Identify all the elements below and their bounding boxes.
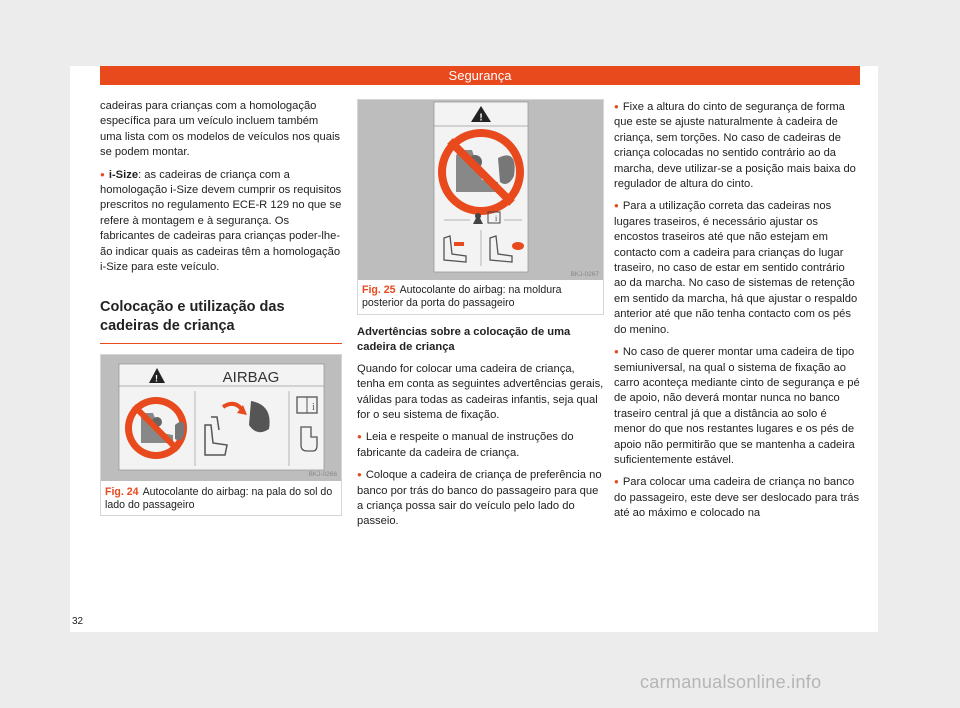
airbag-sticker-image — [101, 355, 341, 481]
paragraph: Quando for colocar uma cadeira de criança, tenha em conta as seguintes advertências gerais, válidas para todas as cadeiras infantis, seja qual for o seu sistema de fixação. — [357, 362, 604, 422]
page-header: Segurança — [100, 66, 860, 85]
middle-column — [357, 325, 605, 536]
list-item: ● Fixe a altura do cinto de segurança de forma que este se ajuste naturalmente à cadeira de criança, sem torções. No caso de cadeiras de criança colocadas no sentido contrário ao da marcha, deve utilizar-se a posição mais baixa do regulador de altura do cinto. — [614, 99, 860, 192]
list-item: ● Para a utilização correta das cadeiras nos lugares traseiros, é necessário ajustar os encostos traseiros até que não estejam em contacto com a cadeira para crianças do lugar traseiro, no caso de estar em sentido contrário ao da marcha. No caso de sistemas de retenção em sentido da marcha, há que ajustar o respaldo anterior até que não tenha contacto com os pés do menino. — [614, 198, 860, 338]
caption-text: Autocolante do airbag: na pala do sol do lado do passageiro — [105, 486, 333, 511]
figure-24 — [100, 354, 342, 516]
airbag-label: AIRBAG — [222, 369, 280, 386]
caption-text: Autocolante do airbag: na moldura posterior da porta do passageiro — [362, 284, 562, 309]
svg-text:!: ! — [479, 112, 483, 124]
isize-text: : as cadeiras de criança com a homologação i-Size devem cumprir os requisitos prescritos no regulamento ECE-R 129 no que se refere à montagem e à segurança. Os fabricantes de cadeiras para crianças poder-lhe-ão indicar quais as cadeiras têm a homologação i-Size para este veículo. — [100, 168, 342, 274]
list-item: ● Coloque a cadeira de criança de preferência no banco por trás do banco do passageiro para que a criança possa sair do veículo pelo lado do passeio. — [357, 467, 605, 530]
figure-number: Fig. 24 — [105, 486, 139, 498]
list-item: ● Para colocar uma cadeira de criança no banco do passageiro, este deve ser deslocado para trás até ao máximo e colocado na — [614, 474, 860, 521]
svg-text:!: ! — [155, 373, 158, 384]
airbag-door-sticker-image — [358, 100, 603, 280]
right-column — [614, 99, 860, 528]
isize-bullet — [100, 167, 343, 276]
page-number: 32 — [72, 616, 84, 627]
list-item: ● No caso de querer montar uma cadeira de tipo semiuniversal, na qual o sistema de fixação ao carro aconteça mediante cinto de segurança e pé de apoio, não deverá montar nunca no banco traseiro central já que a distância ao solo é menor do que nos restantes lugares e os pés de apoio não permitirão que se mantenha a cadeira suficientemente estável. — [614, 344, 860, 468]
figure-number: Fig. 25 — [362, 284, 396, 296]
watermark: carmanualsonline.info — [640, 672, 822, 692]
svg-text:i: i — [312, 402, 315, 413]
left-column — [100, 99, 343, 281]
paragraph: cadeiras para crianças com a homologação específica para um veículo incluem também uma lista com os modelos de veículos nos quais se podem montar. — [100, 100, 341, 159]
figure-caption — [105, 486, 335, 512]
list-item: ● Leia e respeite o manual de instruções do fabricante da cadeira de criança. — [357, 429, 605, 461]
no-child-seat-icon — [438, 129, 524, 215]
figure-code: BKJ-0266 — [308, 471, 337, 478]
figure-code: BKJ-0267 — [570, 271, 599, 278]
section-title: Colocação e utilização das cadeiras de criança — [100, 299, 285, 334]
no-child-seat-icon — [125, 397, 187, 459]
figure-caption — [362, 284, 599, 310]
section-divider — [100, 343, 342, 344]
figure-25 — [357, 99, 604, 315]
svg-text:i: i — [495, 214, 498, 223]
isize-term: i-Size — [108, 168, 139, 181]
subsection-heading: Advertências sobre a colocação de uma cadeira de criança — [357, 326, 571, 354]
